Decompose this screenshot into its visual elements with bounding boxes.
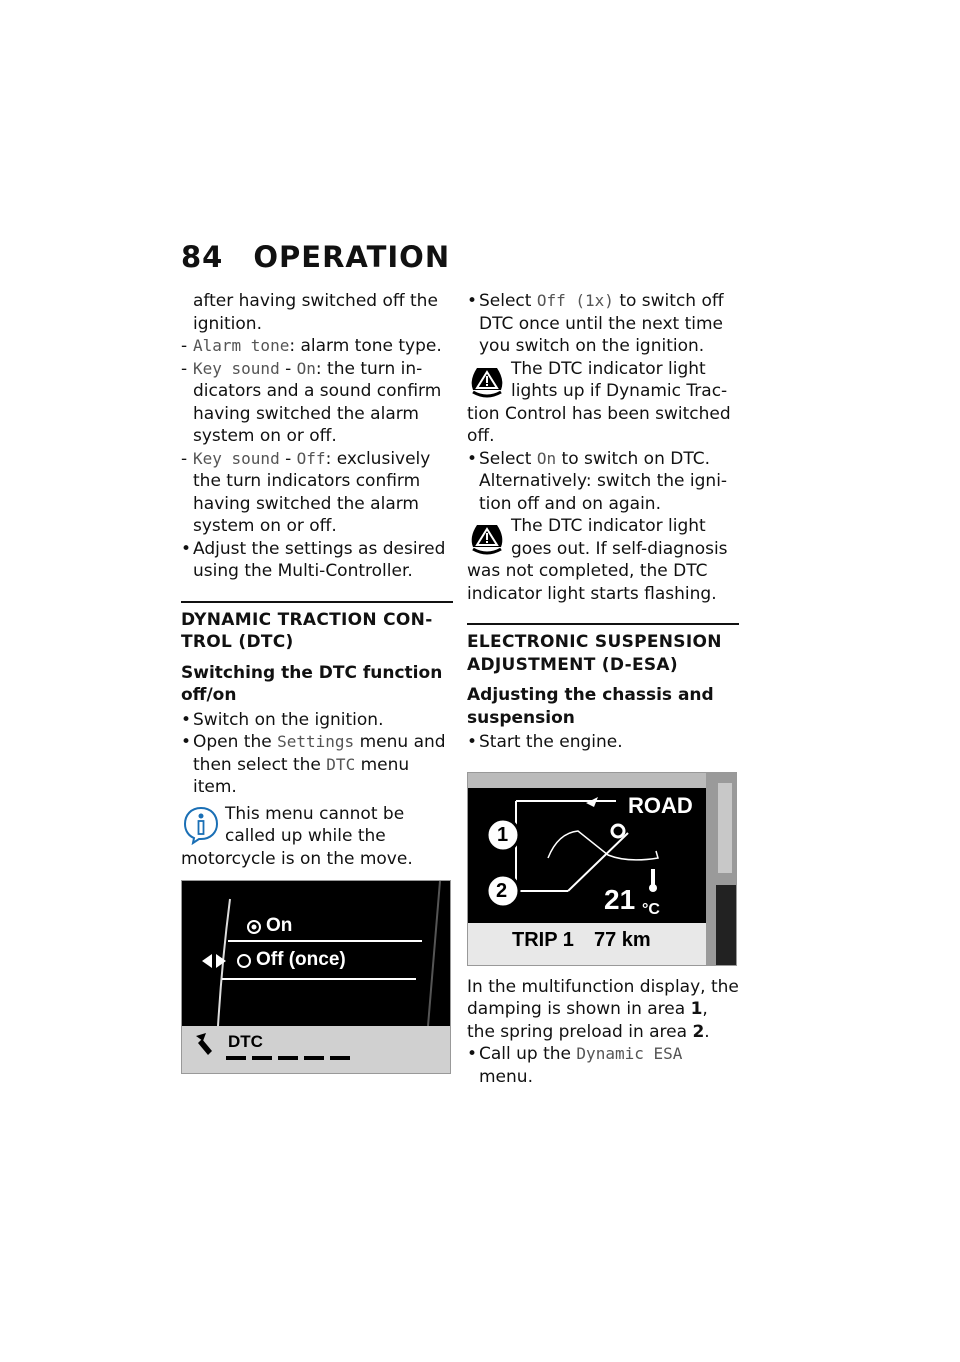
- code-settings: Settings: [277, 732, 355, 751]
- area-1-ref: 1: [690, 999, 703, 1019]
- temperature-value: 21: [604, 883, 636, 915]
- section-heading-dtc: DYNAMIC TRACTION CON- TROL (DTC): [181, 609, 433, 652]
- page-number: 84: [181, 240, 224, 274]
- key-sound-on-desc: : the turn in- dicators and a sound confirm having switched the alarm system on or off.: [193, 358, 442, 446]
- dtc-warning-icon: [467, 360, 507, 400]
- text: .: [704, 1021, 710, 1042]
- text: Open the: [193, 732, 278, 752]
- text: Select: [479, 448, 537, 469]
- alarm-tone-desc: : alarm tone type.: [289, 336, 442, 356]
- code-on: On: [296, 358, 316, 378]
- sub-heading-dtc: Switching the DTC function off/on: [181, 662, 443, 705]
- text: Select: [479, 291, 537, 311]
- warning-note-2: [467, 515, 739, 605]
- key-sound-off-desc: : exclusively the turn indicators confirm having switched the alarm system on or off.: [193, 448, 431, 536]
- text: Call up the: [479, 1044, 577, 1064]
- bullet-select-off: [467, 290, 739, 358]
- list-item-key-sound-on: [181, 358, 453, 448]
- dtc-option-off-once: Off (once): [256, 949, 346, 970]
- esa-mode-road: ROAD: [628, 792, 693, 818]
- warning2-text: The DTC indicator light goes out. If self-diagnosis was not completed, the DTC indicator light starts flashing.: [467, 516, 728, 604]
- bullet-call-up-menu: [467, 1043, 739, 1088]
- code-off-1x: Off (1x): [536, 291, 614, 310]
- code-dtc: DTC: [326, 754, 356, 774]
- text: , the spring preload in area: [467, 999, 708, 1042]
- section-divider: [181, 601, 453, 603]
- text: In the multifunction display, the damping is shown in area: [467, 976, 739, 1019]
- page-header: [181, 240, 450, 274]
- bullet-start-engine: • Start the engine.: [467, 731, 739, 754]
- info-icon: [181, 805, 221, 845]
- separator: -: [279, 448, 297, 469]
- list-item-key-sound-off: [181, 448, 453, 538]
- code-on: On: [536, 448, 557, 468]
- bullet-open-settings: [181, 731, 453, 799]
- separator: -: [279, 358, 297, 379]
- text: to switch off DTC once until the next time you switch on the ignition.: [479, 291, 724, 356]
- bullet-select-on: [467, 448, 739, 516]
- info-note: [181, 803, 453, 871]
- dtc-warning-icon: [467, 517, 507, 557]
- temperature-unit: °C: [642, 900, 660, 918]
- section-heading-esa: ELECTRONIC SUSPENSION ADJUSTMENT (D-ESA): [467, 632, 722, 675]
- trip-label: TRIP 1: [512, 928, 574, 951]
- bullet-switch-on: • Switch on the ignition.: [181, 709, 453, 732]
- trip-value: 77 km: [594, 928, 651, 951]
- bullet-adjust: • Adjust the settings as desired using the Multi-Controller.: [181, 538, 453, 583]
- sub-heading-esa: Adjusting the chassis and suspension: [467, 685, 714, 728]
- code-dynamic-esa: Dynamic ESA: [576, 1044, 683, 1063]
- callout-2: 2: [496, 879, 508, 902]
- code-off: Off: [296, 448, 326, 468]
- note-text: This menu cannot be called up while the motorcycle is on the move.: [181, 803, 413, 869]
- right-column: [467, 290, 739, 1088]
- warning1-text: The DTC indicator light lights up if Dynamic Trac- tion Control has been switched off.: [467, 358, 731, 446]
- dtc-option-on: On: [266, 915, 293, 936]
- warning-note-1: [467, 358, 739, 448]
- text: menu.: [479, 1066, 533, 1087]
- dtc-footer-label: DTC: [228, 1032, 263, 1051]
- text: menu item.: [193, 754, 410, 797]
- area-2-ref: 2: [692, 1021, 705, 1042]
- list-item-alarm-tone: [181, 335, 453, 358]
- code-key-sound: Key sound: [193, 448, 280, 468]
- left-column: [181, 290, 453, 1074]
- dtc-display-figure: [181, 880, 451, 1074]
- code-alarm-tone: Alarm tone: [193, 336, 290, 355]
- text: to switch on DTC. Alternatively: switch the igni- tion off and on again.: [479, 448, 728, 514]
- callout-1: 1: [497, 823, 509, 846]
- intro-text: after having switched off the ignition.: [193, 291, 438, 334]
- section-divider: [467, 623, 739, 625]
- code-key-sound: Key sound: [193, 358, 280, 378]
- esa-display-figure: [467, 772, 737, 966]
- text: menu and then select the: [193, 732, 446, 775]
- dtc-display-graphic: [182, 881, 450, 1073]
- page-title: OPERATION: [253, 240, 451, 274]
- esa-paragraph: [467, 976, 739, 1044]
